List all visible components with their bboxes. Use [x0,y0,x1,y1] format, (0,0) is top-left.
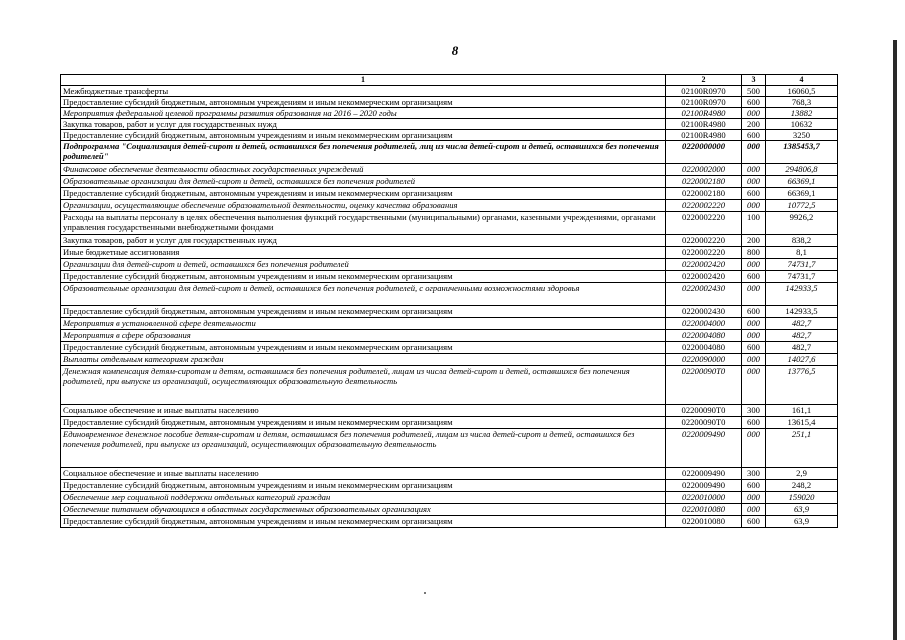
table-row [61,164,838,176]
row-code: 02100R4980 [666,119,742,130]
row-description: Обеспечение питанием обучающихся в областных государственных образовательных организациях [61,504,666,516]
header-col-4: 4 [766,75,838,86]
row-amount: 13882 [766,108,838,119]
row-expense-type: 100 [742,212,766,235]
table-row [61,141,838,164]
header-col-1: 1 [61,75,666,86]
row-amount: 482,7 [766,318,838,330]
row-amount: 482,7 [766,342,838,354]
row-amount: 159020 [766,492,838,504]
row-code: 0220004080 [666,330,742,342]
row-expense-type: 000 [742,176,766,188]
row-code: 0220002430 [666,283,742,306]
table-row [61,516,838,528]
row-amount: 16060,5 [766,86,838,97]
row-code: 0220009490 [666,468,742,480]
row-code: 0220010000 [666,492,742,504]
row-expense-type: 000 [742,164,766,176]
table-row [61,259,838,271]
row-code: 0220002420 [666,259,742,271]
table-row [61,417,838,429]
row-code: 0220004080 [666,342,742,354]
row-expense-type: 000 [742,283,766,306]
row-expense-type: 000 [742,318,766,330]
table-row [61,97,838,108]
budget-table [60,74,838,528]
row-code: 0220000000 [666,141,742,164]
row-description: Предоставление субсидий бюджетным, автономным учреждениям и иным некоммерческим организациям [61,188,666,200]
table-row [61,130,838,141]
row-amount: 14027,6 [766,354,838,366]
row-description: Организации для детей-сирот и детей, оставшихся без попечения родителей [61,259,666,271]
row-expense-type: 300 [742,405,766,417]
row-amount: 768,3 [766,97,838,108]
row-expense-type: 600 [742,516,766,528]
row-description: Социальное обеспечение и иные выплаты населению [61,468,666,480]
row-amount: 63,9 [766,516,838,528]
row-description: Образовательные организации для детей-сирот и детей, оставшихся без попечения родителей [61,176,666,188]
row-code: 0220004000 [666,318,742,330]
table-row [61,271,838,283]
row-description: Социальное обеспечение и иные выплаты населению [61,405,666,417]
row-code: 02100R0970 [666,97,742,108]
row-description: Предоставление субсидий бюджетным, автономным учреждениям и иным некоммерческим организациям [61,130,666,141]
row-code: 02100R0970 [666,86,742,97]
row-amount: 10772,5 [766,200,838,212]
row-code: 0220002000 [666,164,742,176]
row-code: 0220002180 [666,188,742,200]
row-description: Подпрограмма "Социализация детей-сирот и детей, оставшихся без попечения родителей, лиц из числа детей-сирот и детей, оставшихся без попечения родителей" [61,141,666,164]
table-row [61,108,838,119]
row-description: Единовременное денежное пособие детям-сиротам и детям, оставшимся без попечения родителей, лицам из числа детей-сирот и детей, оставшихся без попечения родителей, при выпуске из организаций, осуществляющих образовательную деятельность [61,429,666,468]
table-row [61,366,838,405]
row-amount: 251,1 [766,429,838,468]
row-amount: 9926,2 [766,212,838,235]
table-row [61,480,838,492]
row-code: 0220002180 [666,176,742,188]
row-description: Расходы на выплаты персоналу в целях обеспечения выполнения функций государственными (муниципальными) органами, казенными учреждениями, органами управления государственными внебюджетными фондами [61,212,666,235]
table-row [61,200,838,212]
row-code: 02200090Т0 [666,417,742,429]
row-code: 0220009490 [666,429,742,468]
row-expense-type: 300 [742,468,766,480]
row-amount: 66369,1 [766,176,838,188]
row-expense-type: 000 [742,259,766,271]
row-amount: 8,1 [766,247,838,259]
row-code: 02100R4980 [666,108,742,119]
table-row [61,354,838,366]
row-description: Финансовое обеспечение деятельности областных государственных учреждений [61,164,666,176]
row-amount: 142933,5 [766,306,838,318]
row-amount: 482,7 [766,330,838,342]
row-description: Предоставление субсидий бюджетным, автономным учреждениям и иным некоммерческим организациям [61,97,666,108]
row-amount: 3250 [766,130,838,141]
row-description: Закупка товаров, работ и услуг для государственных нужд [61,119,666,130]
table-row [61,468,838,480]
table-row [61,318,838,330]
row-description: Предоставление субсидий бюджетным, автономным учреждениям и иным некоммерческим организациям [61,342,666,354]
row-expense-type: 000 [742,200,766,212]
page-number: 8 [451,43,459,58]
row-expense-type: 600 [742,417,766,429]
row-amount: 63,9 [766,504,838,516]
header-col-2: 2 [666,75,742,86]
row-code: 0220002220 [666,247,742,259]
row-amount: 10632 [766,119,838,130]
row-description: Предоставление субсидий бюджетным, автономным учреждениям и иным некоммерческим организациям [61,417,666,429]
table-row [61,504,838,516]
row-amount: 142933,5 [766,283,838,306]
row-description: Предоставление субсидий бюджетным, автономным учреждениям и иным некоммерческим организациям [61,516,666,528]
row-expense-type: 600 [742,271,766,283]
row-code: 0220002220 [666,200,742,212]
row-code: 0220002220 [666,212,742,235]
row-description: Межбюджетные трансферты [61,86,666,97]
table-row [61,176,838,188]
row-description: Обеспечение мер социальной поддержки отдельных категорий граждан [61,492,666,504]
row-description: Предоставление субсидий бюджетным, автономным учреждениям и иным некоммерческим организациям [61,480,666,492]
row-expense-type: 000 [742,330,766,342]
row-amount: 838,2 [766,235,838,247]
row-amount: 66369,1 [766,188,838,200]
row-expense-type: 200 [742,235,766,247]
row-description: Мероприятия федеральной целевой программы развития образования на 2016 – 2020 годы [61,108,666,119]
table-row [61,188,838,200]
row-expense-type: 000 [742,504,766,516]
table-row [61,247,838,259]
row-expense-type: 500 [742,86,766,97]
row-description: Предоставление субсидий бюджетным, автономным учреждениям и иным некоммерческим организациям [61,306,666,318]
row-expense-type: 000 [742,108,766,119]
row-code: 0220009490 [666,480,742,492]
row-expense-type: 000 [742,429,766,468]
row-expense-type: 600 [742,342,766,354]
row-description: Мероприятия в установленной сфере деятельности [61,318,666,330]
row-code: 0220010080 [666,516,742,528]
table-row [61,306,838,318]
row-amount: 74731,7 [766,271,838,283]
row-amount: 161,1 [766,405,838,417]
table-row [61,405,838,417]
row-expense-type: 200 [742,119,766,130]
row-code: 0220002220 [666,235,742,247]
row-code: 0220002430 [666,306,742,318]
row-description: Выплаты отдельным категориям граждан [61,354,666,366]
row-code: 02200090Т0 [666,366,742,405]
row-code: 0220090000 [666,354,742,366]
scan-edge [893,40,897,640]
row-amount: 2,9 [766,468,838,480]
table-row [61,429,838,468]
row-code: 0220010080 [666,504,742,516]
row-expense-type: 600 [742,97,766,108]
table-row [61,212,838,235]
row-description: Иные бюджетные ассигнования [61,247,666,259]
row-amount: 294806,8 [766,164,838,176]
table-row [61,235,838,247]
row-description: Мероприятия в сфере образования [61,330,666,342]
row-amount: 13776,5 [766,366,838,405]
row-description: Организации, осуществляющие обеспечение образовательной деятельности, оценку качества образования [61,200,666,212]
row-description: Денежная компенсация детям-сиротам и детям, оставшимся без попечения родителей, лицам из числа детей-сирот и детей, оставшихся без попечения родителей, при выпуске из организаций, осуществляющих образовательную деятельность [61,366,666,405]
table-header-row [61,75,838,86]
row-amount: 74731,7 [766,259,838,271]
row-expense-type: 000 [742,354,766,366]
row-expense-type: 600 [742,188,766,200]
row-code: 0220002420 [666,271,742,283]
row-expense-type: 600 [742,130,766,141]
row-expense-type: 000 [742,366,766,405]
table-row [61,492,838,504]
row-expense-type: 600 [742,306,766,318]
scan-speck [424,592,426,594]
table-row [61,119,838,130]
row-expense-type: 000 [742,492,766,504]
table-row [61,342,838,354]
header-col-3: 3 [742,75,766,86]
row-expense-type: 800 [742,247,766,259]
row-code: 02200090Т0 [666,405,742,417]
row-expense-type: 000 [742,141,766,164]
table-row [61,86,838,97]
table-row [61,283,838,306]
row-code: 02100R4980 [666,130,742,141]
row-amount: 13615,4 [766,417,838,429]
row-expense-type: 600 [742,480,766,492]
row-description: Образовательные организации для детей-сирот и детей, оставшихся без попечения родителей, с ограниченными возможностями здоровья [61,283,666,306]
row-description: Закупка товаров, работ и услуг для государственных нужд [61,235,666,247]
row-description: Предоставление субсидий бюджетным, автономным учреждениям и иным некоммерческим организациям [61,271,666,283]
table-row [61,330,838,342]
row-amount: 1385453,7 [766,141,838,164]
row-amount: 248,2 [766,480,838,492]
